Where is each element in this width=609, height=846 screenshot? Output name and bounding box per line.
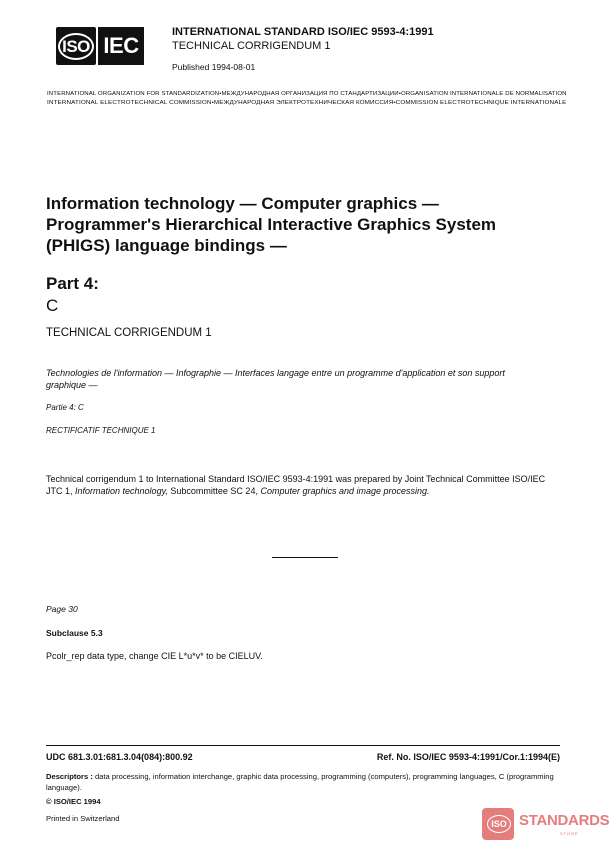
organization-line-2 xyxy=(47,100,567,106)
change-text: Pcolr_rep data type, change CIE L*u*v* to be CIELUV. xyxy=(46,651,263,661)
watermark-text: STANDARDS xyxy=(519,812,609,829)
title-line-1: Information technology — Computer graphics — xyxy=(46,194,439,213)
french-corrigendum: RECTIFICATIF TECHNIQUE 1 xyxy=(46,426,156,435)
descriptors-text: data processing, information interchange, graphic data processing, programming (computers), programming languages, C (programming language). xyxy=(46,772,554,792)
subclause-heading: Subclause 5.3 xyxy=(46,628,103,638)
intro-text-d: Computer graphics and image processing. xyxy=(260,486,430,496)
organization-line-1 xyxy=(47,91,567,97)
organization-line-2-text: INTERNATIONAL ELECTROTECHNICAL COMMISSION•МЕЖДУНАРОДНАЯ ЭЛЕКТРОТЕХНИЧЕСКАЯ КОМИССИЯ•COMMISSION ELECTROTECHNIQUE INTERNATIONALE xyxy=(47,100,567,106)
french-part: Partie 4: C xyxy=(46,403,84,412)
corrigendum-label: TECHNICAL CORRIGENDUM 1 xyxy=(172,40,331,52)
published-date: Published 1994-08-01 xyxy=(172,62,256,72)
watermark-subtext: STORE xyxy=(560,831,579,836)
french-title: Technologies de l'information — Infographie — Interfaces langage entre un programme d'application et son support graphique — xyxy=(46,368,505,390)
intro-text-a: Technical corrigendum 1 to International Standard ISO/IEC 9593-4:1991 was prepared by Joint Technical Committee ISO/IEC JTC 1, xyxy=(46,474,546,496)
intro-paragraph xyxy=(46,473,556,497)
part-label: Part 4: xyxy=(46,274,99,293)
printed-in: Printed in Switzerland xyxy=(46,814,120,823)
watermark-badge-text: ISO xyxy=(487,815,511,833)
document-title xyxy=(46,193,546,256)
iso-logo-text: ISO xyxy=(58,33,94,60)
iso-logo xyxy=(56,27,96,65)
page-reference: Page 30 xyxy=(46,604,78,614)
organization-line-1-text: INTERNATIONAL ORGANIZATION FOR STANDARDIZATION•МЕЖДУНАРОДНАЯ ОРГАНИЗАЦИЯ ПО СТАНДАРТИЗАЦИИ•ORGANISATION INTERNATIONALE DE NORMALISATION xyxy=(47,91,567,97)
intro-text-c: Subcommittee SC 24, xyxy=(167,486,261,496)
divider xyxy=(272,557,338,558)
part-name: C xyxy=(46,296,59,315)
standard-number: INTERNATIONAL STANDARD ISO/IEC 9593-4:1991 xyxy=(172,26,434,38)
title-line-3: (PHIGS) language bindings — xyxy=(46,236,287,255)
footer-rule xyxy=(46,745,560,746)
intro-text-b: Information technology, xyxy=(75,486,168,496)
title-line-2: Programmer's Hierarchical Interactive Graphics System xyxy=(46,215,497,234)
iec-logo xyxy=(98,27,144,65)
watermark-badge xyxy=(482,808,514,840)
iso-standards-store-watermark xyxy=(482,808,609,840)
iec-logo-text: IEC xyxy=(103,33,139,58)
descriptors xyxy=(46,771,560,793)
technical-corrigendum-heading: TECHNICAL CORRIGENDUM 1 xyxy=(46,327,212,339)
reference-number: Ref. No. ISO/IEC 9593-4:1991/Cor.1:1994(E) xyxy=(376,752,560,762)
copyright: © ISO/IEC 1994 xyxy=(46,797,101,806)
descriptors-label: Descriptors : xyxy=(46,772,93,781)
udc-number: UDC 681.3.01:681.3.04(084):800.92 xyxy=(46,752,193,762)
